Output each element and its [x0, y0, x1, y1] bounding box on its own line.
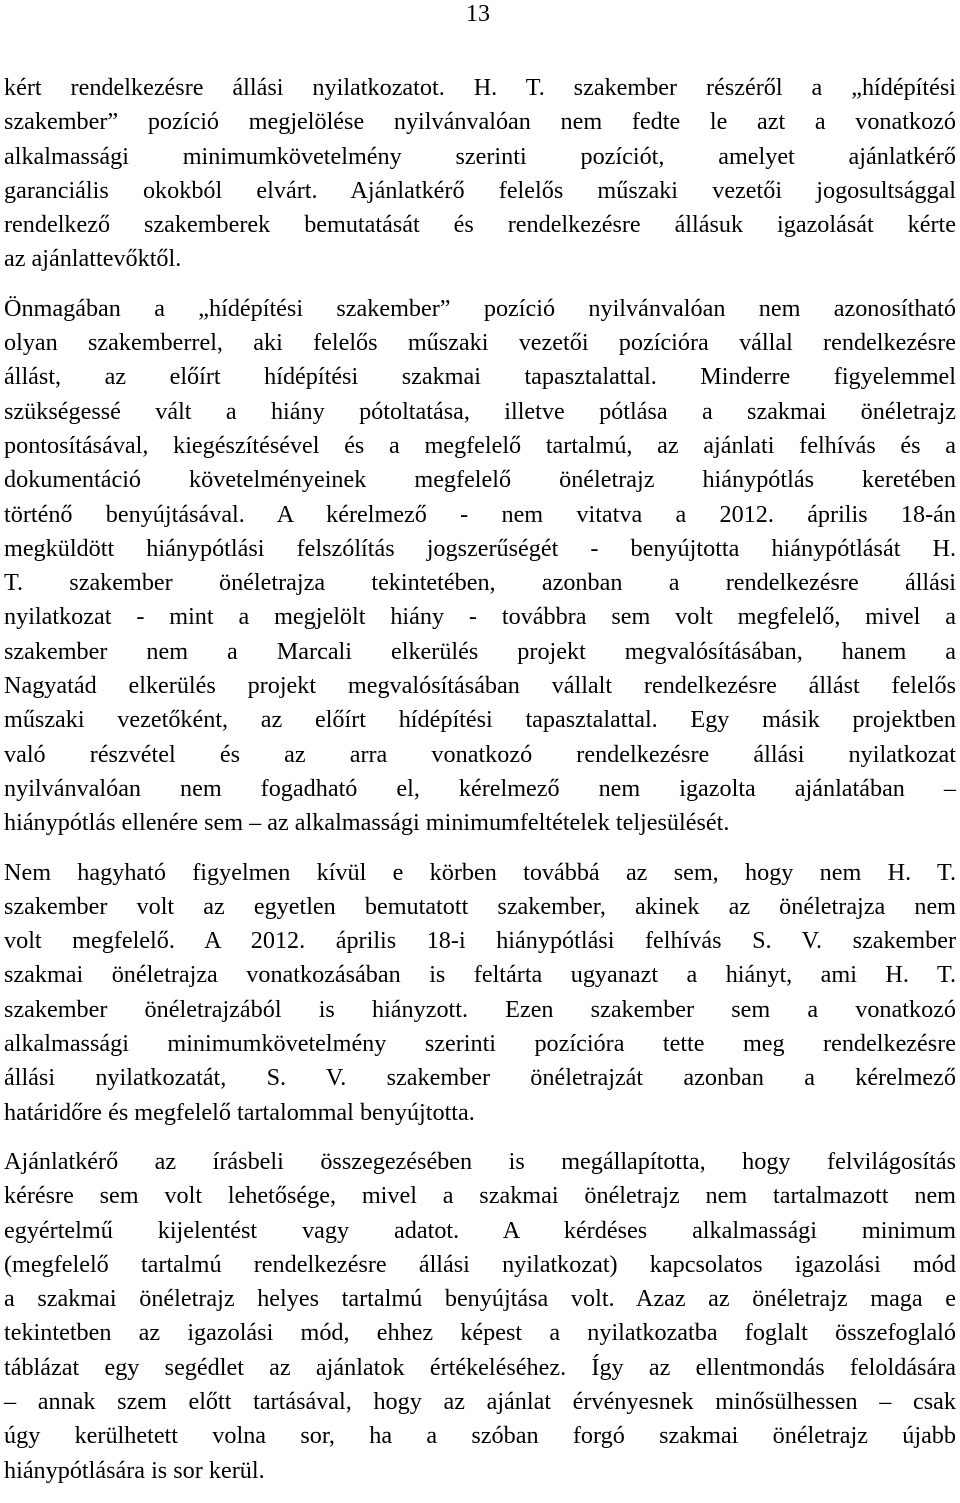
document-body: [4, 71, 956, 1503]
text-line: tekintetben az igazolási mód, ehhez képest a nyilatkozatba foglalt összefoglaló: [4, 1319, 956, 1347]
text-line: rendelkező szakemberek bemutatását és rendelkezésre állásuk igazolását kérte: [4, 211, 956, 239]
paragraph: [4, 856, 956, 1130]
text-line: a szakmai önéletrajz helyes tartalmú benyújtása volt. Azaz az önéletrajz maga e: [4, 1285, 956, 1313]
text-line: állási nyilatkozatát, S. V. szakember önéletrajzát azonban a kérelmező: [4, 1064, 956, 1092]
page-number: 13: [466, 1, 490, 27]
text-line: Önmagában a „hídépítési szakember” pozíció nyilvánvalóan nem azonosítható: [4, 294, 956, 322]
text-line: pontosításával, kiegészítésével és a megfelelő tartalmú, az ajánlati felhívás és a: [4, 431, 956, 459]
text-line: Nagyatád elkerülés projekt megvalósításában vállalt rendelkezésre állást felelős: [4, 672, 956, 700]
text-line: alkalmassági minimumkövetelmény szerinti pozíciót, amelyet ajánlatkérő: [4, 142, 956, 170]
text-line: Nem hagyható figyelmen kívül e körben továbbá az sem, hogy nem H. T.: [4, 858, 956, 886]
text-line: szakember” pozíció megjelölése nyilvánvalóan nem fedte le azt a vonatkozó: [4, 108, 956, 136]
text-line: szakember volt az egyetlen bemutatott szakember, akinek az önéletrajza nem: [4, 892, 956, 920]
text-line: állást, az előírt hídépítési szakmai tapasztalattal. Minderre figyelemmel: [4, 363, 956, 391]
text-line: garanciális okokból elvárt. Ajánlatkérő felelős műszaki vezetői jogosultsággal: [4, 176, 956, 204]
text-line: (megfelelő tartalmú rendelkezésre állási nyilatkozat) kapcsolatos igazolási mód: [4, 1250, 956, 1278]
paragraph: [4, 1145, 956, 1488]
text-line: történő benyújtásával. A kérelmező - nem vitatva a 2012. április 18-án: [4, 500, 956, 528]
text-line: táblázat egy segédlet az ajánlatok értékeléséhez. Így az ellentmondás feloldására: [4, 1353, 956, 1381]
text-line: olyan szakemberrel, aki felelős műszaki vezetői pozícióra vállal rendelkezésre: [4, 329, 956, 357]
text-line: határidőre és megfelelő tartalommal benyújtotta.: [4, 1098, 475, 1126]
text-line: – annak szem előtt tartásával, hogy az ajánlat érvényesnek minősülhessen – csak: [4, 1387, 956, 1415]
text-line: úgy kerülhetett volna sor, ha a szóban forgó szakmai önéletrajz újabb: [4, 1422, 956, 1450]
text-line: az ajánlattevőktől.: [4, 245, 182, 273]
text-line: egyértelmű kijelentést vagy adatot. A kérdéses alkalmassági minimum: [4, 1216, 956, 1244]
text-line: való részvétel és az arra vonatkozó rendelkezésre állási nyilatkozat: [4, 740, 956, 768]
text-line: hiánypótlására is sor kerül.: [4, 1456, 265, 1484]
text-line: kért rendelkezésre állási nyilatkozatot. H. T. szakember részéről a „hídépítési: [4, 74, 956, 101]
text-line: műszaki vezetőként, az előírt hídépítési tapasztalattal. Egy másik projektben: [4, 706, 956, 734]
paragraph: [4, 292, 956, 841]
text-line: szakember önéletrajzából is hiányzott. Ezen szakember sem a vonatkozó: [4, 995, 956, 1023]
text-line: szakmai önéletrajza vonatkozásában is feltárta ugyanazt a hiányt, ami H. T.: [4, 961, 956, 989]
text-line: volt megfelelő. A 2012. április 18-i hiánypótlási felhívás S. V. szakember: [4, 927, 956, 955]
text-line: hiánypótlás ellenére sem – az alkalmassági minimumfeltételek teljesülését.: [4, 809, 730, 837]
text-line: szükségessé vált a hiány pótoltatása, illetve pótlása a szakmai önéletrajz: [4, 397, 956, 425]
text-line: alkalmassági minimumkövetelmény szerinti pozícióra tette meg rendelkezésre: [4, 1030, 956, 1058]
text-line: megküldött hiánypótlási felszólítás jogszerűségét - benyújtotta hiánypótlását H.: [4, 534, 956, 562]
text-line: nyilatkozat - mint a megjelölt hiány - továbbra sem volt megfelelő, mivel a: [4, 603, 956, 631]
text-line: Ajánlatkérő az írásbeli összegezésében is megállapította, hogy felvilágosítás: [4, 1147, 956, 1175]
text-line: dokumentáció követelményeinek megfelelő önéletrajz hiánypótlás keretében: [4, 466, 956, 494]
text-line: nyilvánvalóan nem fogadható el, kérelmező nem igazolta ajánlatában –: [4, 774, 956, 802]
text-line: szakember nem a Marcali elkerülés projekt megvalósításában, hanem a: [4, 637, 956, 665]
text-line: kérésre sem volt lehetősége, mivel a szakmai önéletrajz nem tartalmazott nem: [4, 1182, 956, 1210]
paragraph: [4, 71, 956, 277]
text-line: T. szakember önéletrajza tekintetében, azonban a rendelkezésre állási: [4, 569, 956, 597]
